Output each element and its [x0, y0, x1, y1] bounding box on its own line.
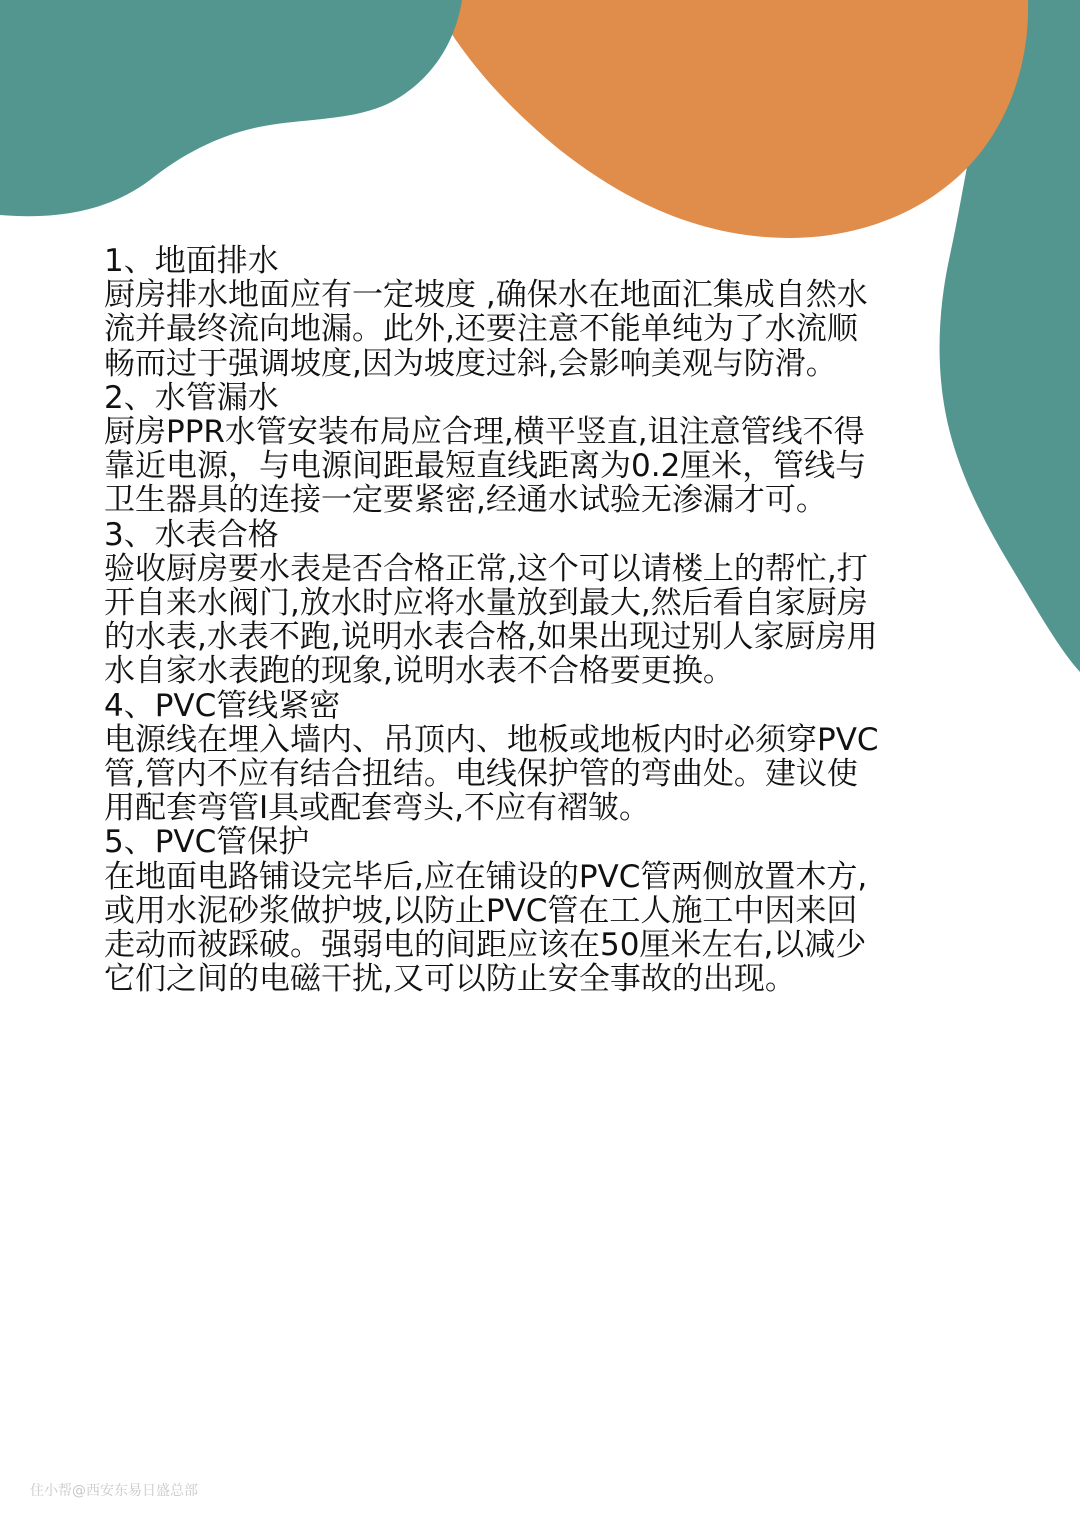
- section-4: [104, 689, 1004, 826]
- section-body: 厨房PPR水管安装布局应合理,横平竖直,诅注意管线不得 靠近电源，与电源间距最短直线距离为0.2厘米，管线与 卫生器具的连接一定要紧密,经通水试验无渗漏才可。: [104, 414, 867, 519]
- section-body: 厨房排水地面应有一定坡度 ,确保水在地面汇集成自然水 流并最终流向地漏。此外,还要注意不能单纯为了水流顺 畅而过于强调坡度,因为坡度过斜,会影响美观与防滑。: [104, 277, 868, 382]
- section-heading: 3、水表合格: [104, 516, 279, 553]
- article-content: [104, 244, 1004, 996]
- section-heading: 4、PVC管线紧密: [104, 687, 341, 724]
- section-5: [104, 825, 1004, 996]
- section-1: [104, 244, 1004, 381]
- section-heading: 5、PVC管保护: [104, 824, 310, 861]
- section-heading: 2、水管漏水: [104, 379, 279, 416]
- teal-blob-left: [0, 0, 462, 216]
- section-heading: 1、地面排水: [104, 243, 279, 279]
- section-body: 验收厨房要水表是否合格正常,这个可以请楼上的帮忙,打 开自来水阀门,放水时应将水量放到最大,然后看自家厨房 的水表,水表不跑,说明水表合格,如果出现过别人家厨房用 水自家水表跑的现象,说明水表不合格要更换。: [104, 550, 878, 690]
- watermark: 住小帮@西安东易日盛总部: [30, 1483, 198, 1499]
- section-body: 在地面电路铺设完毕后,应在铺设的PVC管两侧放置木方, 或用水泥砂浆做护坡,以防止PVC管在工人施工中因来回 走动而被踩破。强弱电的间距应该在50厘米左右,以减少 它们之间的电磁干扰,又可以防止安全事故的出现。: [104, 858, 868, 998]
- section-body: 电源线在埋入墙内、吊顶内、地板或地板内时必须穿PVC 管,管内不应有结合扭结。电线保护管的弯曲处。建议使 用配套弯管I具或配套弯头,不应有褶皱。: [104, 721, 879, 827]
- section-3: [104, 518, 1004, 689]
- section-2: [104, 381, 1004, 518]
- orange-blob: [432, 0, 1028, 238]
